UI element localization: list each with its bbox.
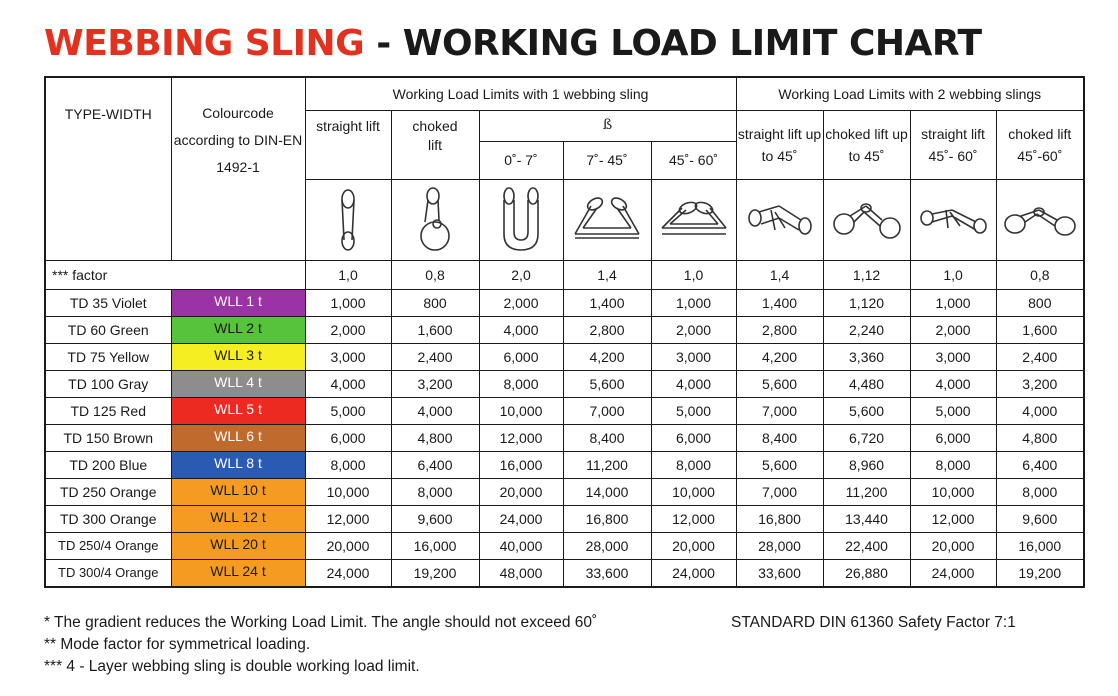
type-width-cell: TD 250/4 Orange	[45, 532, 171, 559]
load-value-cell: 1,000	[305, 289, 391, 316]
wll-swatch: WLL 5 t	[172, 398, 305, 424]
load-value-cell: 9,600	[996, 505, 1084, 532]
wll-swatch: WLL 20 t	[172, 533, 305, 559]
load-value-cell: 13,440	[823, 505, 910, 532]
colourcode-cell	[171, 478, 305, 505]
load-value-cell: 10,000	[910, 478, 996, 505]
load-value-cell: 2,800	[736, 316, 823, 343]
group1-header: Working Load Limits with 1 webbing sling	[305, 77, 736, 110]
basket-vertical-icon	[479, 179, 563, 260]
load-value-cell: 4,000	[479, 316, 563, 343]
table-row	[45, 343, 1084, 370]
load-value-cell: 33,600	[736, 559, 823, 587]
load-value-cell: 2,000	[479, 289, 563, 316]
load-value-cell: 4,000	[391, 397, 479, 424]
table-row	[45, 289, 1084, 316]
load-value-cell: 1,120	[823, 289, 910, 316]
two-straight-45-icon	[736, 179, 823, 260]
angle-0-7-header: 0˚- 7˚	[479, 141, 563, 179]
load-value-cell: 8,400	[736, 424, 823, 451]
load-value-cell: 2,000	[651, 316, 736, 343]
load-value-cell: 1,000	[651, 289, 736, 316]
standard-note: STANDARD DIN 61360 Safety Factor 7:1	[731, 614, 1016, 631]
load-value-cell: 4,480	[823, 370, 910, 397]
table-row	[45, 451, 1084, 478]
type-width-cell: TD 150 Brown	[45, 424, 171, 451]
colourcode-cell	[171, 505, 305, 532]
wll-swatch: WLL 10 t	[172, 479, 305, 505]
load-value-cell: 800	[391, 289, 479, 316]
load-value-cell: 2,400	[391, 343, 479, 370]
wll-swatch: WLL 24 t	[172, 560, 305, 586]
load-value-cell: 8,000	[305, 451, 391, 478]
load-value-cell: 12,000	[305, 505, 391, 532]
table-row	[45, 559, 1084, 587]
type-width-header: TYPE-WIDTH	[45, 77, 171, 260]
load-value-cell: 3,200	[996, 370, 1084, 397]
two-choked-45-icon	[823, 179, 910, 260]
load-value-cell: 1,600	[996, 316, 1084, 343]
load-value-cell: 40,000	[479, 532, 563, 559]
type-width-cell: TD 300/4 Orange	[45, 559, 171, 587]
factor-value: 1,0	[910, 260, 996, 289]
load-value-cell: 3,000	[910, 343, 996, 370]
colourcode-cell	[171, 397, 305, 424]
load-value-cell: 6,000	[910, 424, 996, 451]
load-value-cell: 6,400	[996, 451, 1084, 478]
page-title	[44, 20, 982, 68]
load-value-cell: 4,000	[651, 370, 736, 397]
load-value-cell: 1,400	[736, 289, 823, 316]
load-value-cell: 5,000	[651, 397, 736, 424]
load-value-cell: 16,800	[736, 505, 823, 532]
load-value-cell: 16,000	[479, 451, 563, 478]
factor-value: 2,0	[479, 260, 563, 289]
colourcode-header: Colourcode according to DIN-EN 1492-1	[171, 77, 305, 260]
table-row	[45, 532, 1084, 559]
load-value-cell: 4,800	[996, 424, 1084, 451]
wll-swatch: WLL 2 t	[172, 317, 305, 343]
load-value-cell: 11,200	[823, 478, 910, 505]
load-value-cell: 2,240	[823, 316, 910, 343]
colourcode-cell	[171, 343, 305, 370]
group2-header: Working Load Limits with 2 webbing slings	[736, 77, 1084, 110]
load-value-cell: 7,000	[563, 397, 651, 424]
two-straight-45-60-icon	[910, 179, 996, 260]
load-value-cell: 26,880	[823, 559, 910, 587]
wll-swatch: WLL 3 t	[172, 344, 305, 370]
load-value-cell: 6,000	[305, 424, 391, 451]
colourcode-cell	[171, 316, 305, 343]
factor-value: 1,4	[736, 260, 823, 289]
two-choked-45-60-icon	[996, 179, 1084, 260]
load-value-cell: 5,600	[736, 451, 823, 478]
wll-swatch: WLL 8 t	[172, 452, 305, 478]
factor-value: 1,0	[651, 260, 736, 289]
colourcode-cell	[171, 559, 305, 587]
load-value-cell: 20,000	[910, 532, 996, 559]
load-value-cell: 8,400	[563, 424, 651, 451]
type-width-cell: TD 60 Green	[45, 316, 171, 343]
title-red: WEBBING SLING	[44, 23, 365, 64]
table-row	[45, 424, 1084, 451]
load-value-cell: 4,000	[996, 397, 1084, 424]
type-width-cell: TD 200 Blue	[45, 451, 171, 478]
load-value-cell: 12,000	[651, 505, 736, 532]
wll-swatch: WLL 6 t	[172, 425, 305, 451]
load-value-cell: 20,000	[651, 532, 736, 559]
load-value-cell: 4,000	[910, 370, 996, 397]
load-value-cell: 2,800	[563, 316, 651, 343]
load-value-cell: 3,360	[823, 343, 910, 370]
load-value-cell: 2,000	[305, 316, 391, 343]
choked-lift-icon	[391, 179, 479, 260]
load-value-cell: 5,600	[736, 370, 823, 397]
load-value-cell: 12,000	[910, 505, 996, 532]
load-value-cell: 3,200	[391, 370, 479, 397]
factor-label: *** factor	[45, 260, 305, 289]
load-value-cell: 7,000	[736, 397, 823, 424]
load-value-cell: 8,000	[996, 478, 1084, 505]
colourcode-cell	[171, 532, 305, 559]
load-value-cell: 20,000	[305, 532, 391, 559]
load-value-cell: 24,000	[479, 505, 563, 532]
load-value-cell: 48,000	[479, 559, 563, 587]
table-row	[45, 397, 1084, 424]
load-value-cell: 3,000	[651, 343, 736, 370]
table-row	[45, 370, 1084, 397]
load-value-cell: 1,400	[563, 289, 651, 316]
load-value-cell: 16,800	[563, 505, 651, 532]
load-value-cell: 10,000	[479, 397, 563, 424]
load-value-cell: 6,400	[391, 451, 479, 478]
colourcode-cell	[171, 370, 305, 397]
type-width-cell: TD 250 Orange	[45, 478, 171, 505]
load-value-cell: 8,000	[910, 451, 996, 478]
type-width-cell: TD 300 Orange	[45, 505, 171, 532]
straight-lift-45-60-header: straight lift 45˚- 60˚	[910, 110, 996, 179]
footnote-1: * The gradient reduces the Working Load Limit. The angle should not exceed 60˚	[44, 614, 598, 631]
factor-value: 0,8	[996, 260, 1084, 289]
table-row	[45, 478, 1084, 505]
load-value-cell: 10,000	[651, 478, 736, 505]
load-value-cell: 2,400	[996, 343, 1084, 370]
factor-value: 0,8	[391, 260, 479, 289]
load-value-cell: 4,200	[736, 343, 823, 370]
load-value-cell: 4,800	[391, 424, 479, 451]
wll-swatch: WLL 4 t	[172, 371, 305, 397]
load-value-cell: 19,200	[391, 559, 479, 587]
colourcode-cell	[171, 451, 305, 478]
factor-value: 1,4	[563, 260, 651, 289]
load-value-cell: 5,600	[823, 397, 910, 424]
load-value-cell: 8,000	[391, 478, 479, 505]
choked-lift-header: choked lift	[391, 110, 479, 179]
load-value-cell: 24,000	[910, 559, 996, 587]
factor-value: 1,12	[823, 260, 910, 289]
load-value-cell: 4,200	[563, 343, 651, 370]
load-value-cell: 7,000	[736, 478, 823, 505]
wll-table	[44, 76, 1085, 588]
choked-lift-45-60-header: choked lift 45˚-60˚	[996, 110, 1084, 179]
load-value-cell: 22,400	[823, 532, 910, 559]
load-value-cell: 28,000	[563, 532, 651, 559]
load-value-cell: 24,000	[651, 559, 736, 587]
table-row	[45, 505, 1084, 532]
load-value-cell: 1,600	[391, 316, 479, 343]
load-value-cell: 6,720	[823, 424, 910, 451]
colourcode-cell	[171, 289, 305, 316]
load-value-cell: 5,000	[305, 397, 391, 424]
straight-lift-header: straight lift	[305, 110, 391, 179]
load-value-cell: 33,600	[563, 559, 651, 587]
factor-value: 1,0	[305, 260, 391, 289]
load-value-cell: 28,000	[736, 532, 823, 559]
footnote-3: *** 4 - Layer webbing sling is double working load limit.	[44, 658, 420, 675]
load-value-cell: 24,000	[305, 559, 391, 587]
type-width-cell: TD 35 Violet	[45, 289, 171, 316]
title-black: - WORKING LOAD LIMIT CHART	[364, 23, 982, 64]
load-value-cell: 6,000	[479, 343, 563, 370]
footnote-2: ** Mode factor for symmetrical loading.	[44, 636, 311, 653]
load-value-cell: 12,000	[479, 424, 563, 451]
load-value-cell: 8,000	[479, 370, 563, 397]
wll-swatch: WLL 1 t	[172, 290, 305, 316]
angle-7-45-header: 7˚- 45˚	[563, 141, 651, 179]
colourcode-cell	[171, 424, 305, 451]
load-value-cell: 5,000	[910, 397, 996, 424]
load-value-cell: 800	[996, 289, 1084, 316]
beta-header: ß	[479, 110, 736, 141]
load-value-cell: 9,600	[391, 505, 479, 532]
load-value-cell: 8,960	[823, 451, 910, 478]
load-value-cell: 10,000	[305, 478, 391, 505]
load-value-cell: 20,000	[479, 478, 563, 505]
load-value-cell: 11,200	[563, 451, 651, 478]
load-value-cell: 16,000	[391, 532, 479, 559]
load-value-cell: 1,000	[910, 289, 996, 316]
type-width-cell: TD 125 Red	[45, 397, 171, 424]
load-value-cell: 4,000	[305, 370, 391, 397]
data-rows	[45, 289, 1084, 587]
choked-lift-45-header: choked lift up to 45˚	[823, 110, 910, 179]
angle-45-60-header: 45˚- 60˚	[651, 141, 736, 179]
basket-45-60-icon	[651, 179, 736, 260]
straight-lift-icon	[305, 179, 391, 260]
type-width-cell: TD 75 Yellow	[45, 343, 171, 370]
footnotes	[44, 612, 597, 678]
load-value-cell: 8,000	[651, 451, 736, 478]
type-width-cell: TD 100 Gray	[45, 370, 171, 397]
load-value-cell: 16,000	[996, 532, 1084, 559]
load-value-cell: 14,000	[563, 478, 651, 505]
straight-lift-45-header: straight lift up to 45˚	[736, 110, 823, 179]
table-row	[45, 316, 1084, 343]
load-value-cell: 2,000	[910, 316, 996, 343]
wll-swatch: WLL 12 t	[172, 506, 305, 532]
basket-7-45-icon	[563, 179, 651, 260]
load-value-cell: 3,000	[305, 343, 391, 370]
load-value-cell: 19,200	[996, 559, 1084, 587]
load-value-cell: 6,000	[651, 424, 736, 451]
load-value-cell: 5,600	[563, 370, 651, 397]
